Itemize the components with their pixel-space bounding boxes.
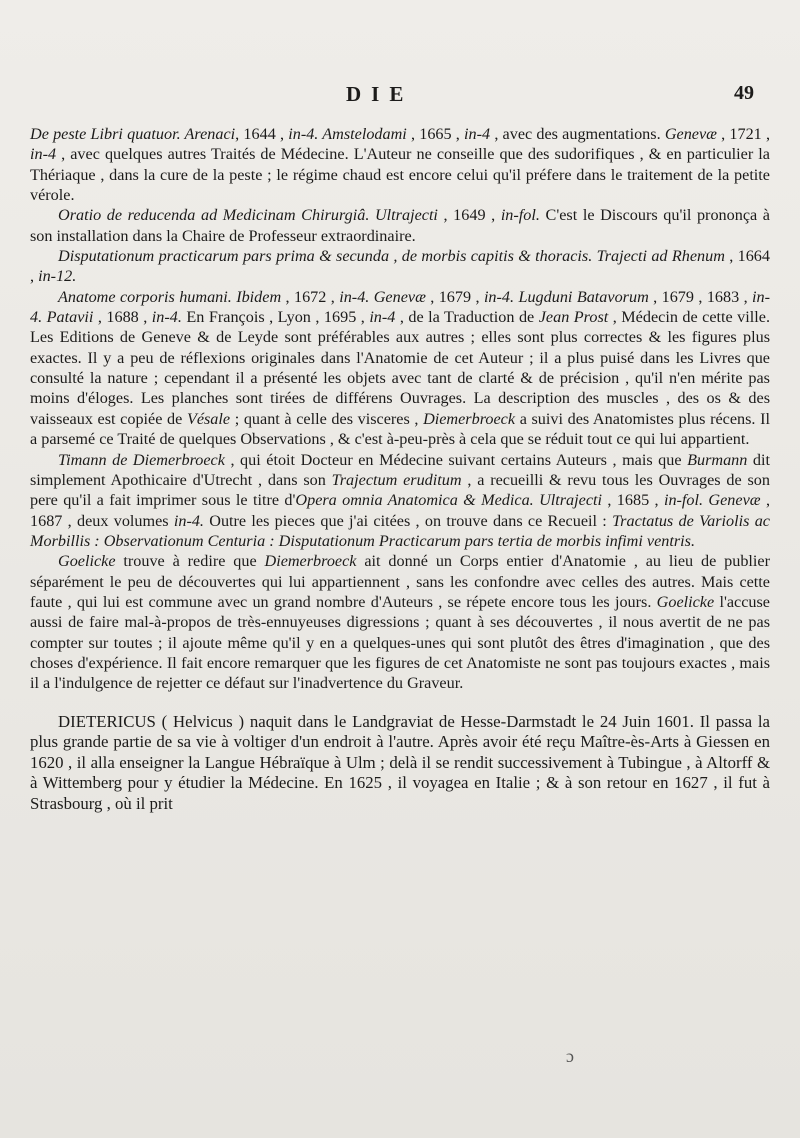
text-run: , de la Traduction de [395, 308, 539, 327]
text-run: ( Helvicus ) naquit dans le Landgraviat de Hesse-Darmstadt le 24 Juin 1601. Il passa la plus grande partie de sa vie à voltiger d'un endroit à l'autre. Après avoir été reçu Maître-ès-Arts à Giessen en 1620 , il alla enseigner la Langue Hébraïque à Ulm ; delà il se rendit successivement à Tubingue , à Altorff & à Wittemberg pour y étudier la Médecine. En 1625 , il voyagea en Italie ; & à son retour en 1627 , il fut à Strasbourg , où il prit [30, 711, 770, 813]
italic-run: in-fol. [500, 206, 540, 225]
text-run: , 1688 , [93, 308, 152, 327]
text-run: En François , Lyon , 1695 , [181, 308, 370, 327]
italic-run: Diemerbroeck [264, 552, 357, 571]
italic-run: Jean Prost [538, 308, 609, 327]
italic-run: in-4. [151, 308, 182, 327]
ink-mark: ɔ [566, 1046, 574, 1066]
italic-run: in-4. [173, 511, 204, 530]
text-run: , a recueilli & revu tous les Ouvrages de son pere qu'il a fait imprimer sous le titre d' [30, 470, 770, 510]
text-run: , 1687 , deux volumes [30, 491, 770, 530]
italic-run: Vésale [186, 409, 231, 428]
page-body [30, 124, 770, 814]
italic-run: Trajectum eruditum [331, 470, 462, 489]
text-run: , 1649 , [437, 206, 501, 225]
text-run: , avec quelques autres Traités de Médecine. L'Auteur ne conseille que des sudorifiques , & en particulier la Thériaque , dans la cure de la peste ; le régime chaud est encore celui qu'il préfere dans le traitement de la petite vérole. [30, 145, 770, 205]
text-run: , 1672 , [281, 287, 340, 306]
italic-run: in-4. Genevæ [339, 287, 426, 306]
paragraph-disputationum [30, 246, 770, 287]
page-header [0, 82, 800, 112]
running-title: DIE [346, 82, 414, 106]
italic-run: in-4 [464, 125, 491, 143]
italic-run: in-4. Lugduni Batavorum [483, 287, 649, 306]
text-run: Outre les pieces que j'ai citées , on trouve dans ce Recueil : [203, 511, 613, 530]
text-run: , 1679 , [425, 287, 484, 306]
text-run: , qui étoit Docteur en Médecine suivant certains Auteurs , mais que [224, 450, 688, 469]
italic-run: in-12. [38, 267, 77, 286]
italic-run: in-4 [369, 308, 396, 327]
italic-run: in-4. Amstelodami [288, 125, 407, 143]
text-run: a suivi des Anatomistes plus récens. Il a parsemé ce Traité de quelques Observations , & c'est à-peu-près à cela que se réduit tout ce qui lui appartient. [30, 409, 770, 449]
text-run: ait donné un Corps entier d'Anatomie , au lieu de publier séparément le peu de découvertes qui lui appartiennent , sans les confondre avec celles des autres. Mais cette faute , qui lui est commune avec un grand nombre d'Auteurs , se répete encore tous les jours. [30, 552, 770, 611]
italic-run: Timann de Diemerbroeck [58, 450, 225, 469]
italic-run: Genevæ [664, 125, 717, 143]
italic-run: Diemerbroeck [423, 409, 516, 428]
italic-run: Disputationum practicarum pars prima & secunda , de morbis capitis & thoracis. Trajecti ad Rhenum [58, 247, 725, 266]
text-run: , 1644 , [235, 125, 289, 143]
text-run: dit simplement Apothicaire d'Utrecht , dans son [30, 450, 770, 489]
italic-run: Anatome corporis humani. Ibidem [58, 287, 282, 306]
italic-run: Oratio de reducenda ad Medicinam Chirurgiâ. Ultrajecti [58, 206, 438, 225]
entry-dietericus [30, 712, 770, 815]
page-number: 49 [734, 82, 754, 104]
text-run: , 1679 , 1683 , [648, 287, 753, 306]
italic-run: Opera omnia Anatomica & Medica. Ultrajecti [295, 491, 603, 510]
text-run: , 1665 , [406, 125, 465, 143]
paragraph-goelicke [30, 551, 770, 693]
text-run: trouve à redire que [115, 552, 265, 571]
text-run: , 1664 , [30, 247, 770, 286]
italic-run: in-fol. Genevæ [663, 491, 761, 510]
entry-headword: DIETERICUS [58, 711, 156, 731]
text-run: l'accuse aussi de faire mal-à-propos de très-ennuyeuses digressions ; quant à ses découvertes , il nous avertit de ne pas compter sur toutes ; il ajoute même qu'il y en a quelques-unes qui sont plutôt des êtres d'imagination , que des choses d'expérience. Il fait encore remarquer que les figures de cet Anatomiste ne sont pas toujours exactes , mais il a l'indulgence de rejetter ce défaut sur l'inadvertence du Graveur. [30, 592, 770, 693]
italic-run: in-4 [30, 145, 57, 164]
paragraph-timann [30, 450, 770, 552]
italic-run: Tractatus de Variolis ac Morbillis : Observationum Centuria : Disputationum Practicarum pars tertia de morbis infimi ventris. [30, 511, 770, 550]
text-run: ; quant à celle des visceres , [230, 409, 424, 428]
text-run: , 1685 , [602, 491, 664, 510]
italic-run: in-4. Patavii [30, 287, 771, 327]
text-run: , 1721 , [716, 125, 771, 143]
italic-run: De peste Libri quatuor. Arenaci [30, 125, 236, 143]
italic-run: Goelicke [58, 552, 116, 571]
italic-run: Burmann [687, 450, 748, 469]
paragraph-anatome [30, 287, 770, 450]
paragraph-de-peste [30, 124, 770, 205]
italic-run: Goelicke [656, 592, 715, 611]
text-run: , avec des augmentations. [490, 125, 665, 143]
text-run: , Médecin de cette ville. Les Editions de Geneve & de Leyde sont préférables aux autres ; elles sont plus correctes & les figures plus exactes. Il y a peu de réflexions originales dans l'Anatomie de cet Auteur ; il a plus puisé dans les Livres que consulté la nature ; cependant il a présenté les objets avec tant de clarté & de précision , qu'il n'en mérite pas moins d'éloges. Les planches sont tirées de différens Ouvrages. La description des muscles , des os & des vaisseaux est copiée de [30, 308, 771, 428]
text-run: C'est le Discours qu'il prononça à son installation dans la Chaire de Professeur extraordinaire. [30, 206, 770, 245]
paragraph-oratio [30, 205, 770, 246]
